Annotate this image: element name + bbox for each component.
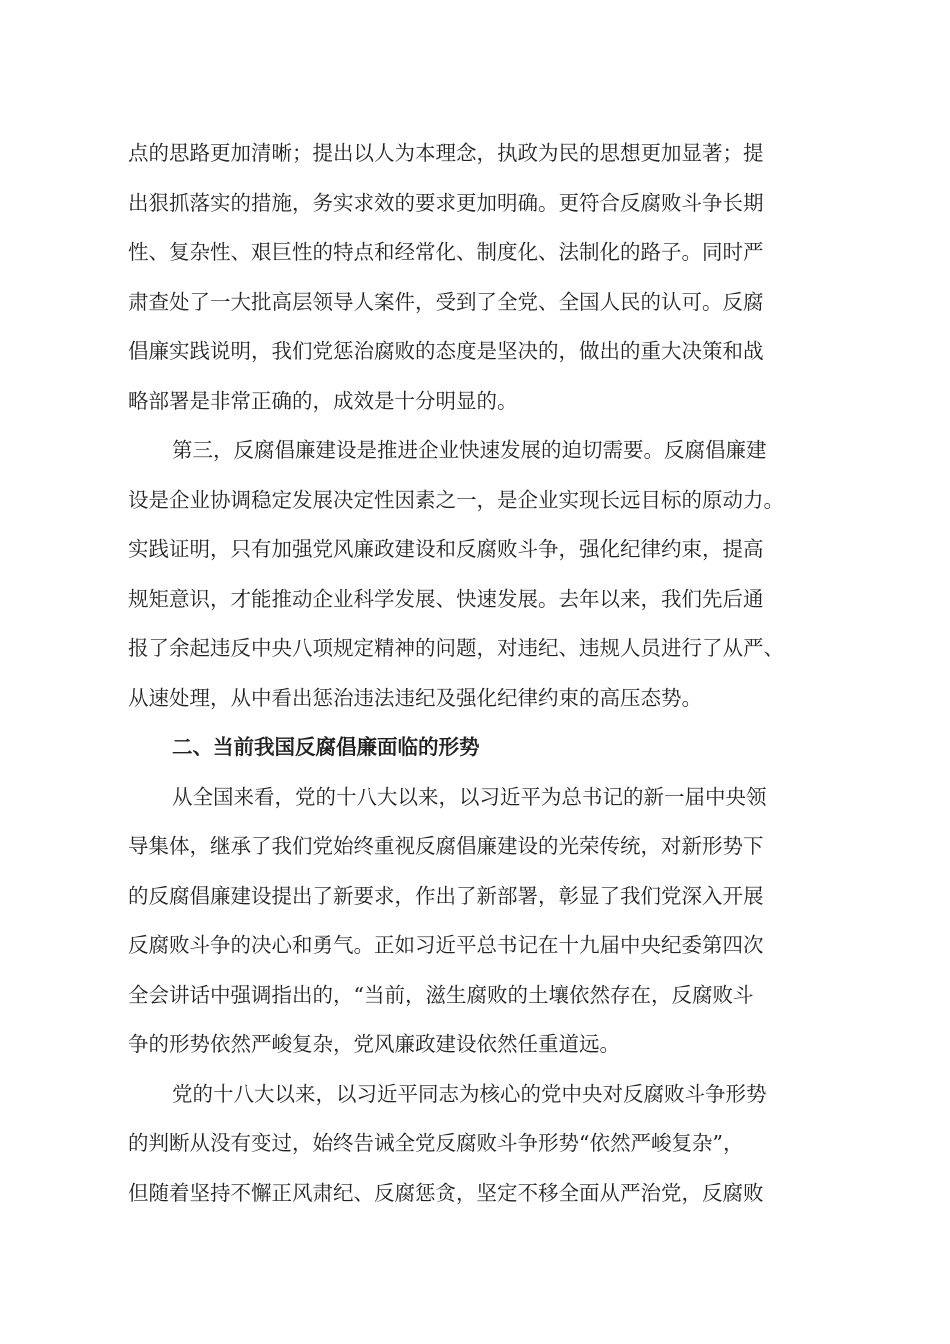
text-line: 的反腐倡廉建设提出了新要求，作出了新部署，彰显了我们党深入开展: [128, 883, 764, 908]
text-line: 报了余起违反中央八项规定精神的问题，对违纪、违规人员进行了从严、: [128, 636, 784, 660]
paragraph-party-judgment: [128, 1070, 828, 1219]
text-line: 从全国来看，党的十八大以来，以习近平为总书记的新一届中央领: [172, 784, 767, 809]
text-line: 倡廉实践说明，我们党惩治腐败的态度是坚决的，做出的重大决策和战: [128, 339, 764, 363]
text-line: 出狠抓落实的措施，务实求效的要求更加明确。更符合反腐败斗争长期: [128, 190, 764, 215]
text-line: 第三，反腐倡廉建设是推进企业快速发展的迫切需要。反腐倡廉建: [172, 438, 767, 462]
text-line: 反腐败斗争的决心和勇气。正如习近平总书记在十九届中央纪委第四次: [128, 933, 764, 957]
text-line: 导集体，继承了我们党始终重视反腐倡廉建设的光荣传统，对新形势下: [128, 834, 764, 858]
text-line: 设是企业协调稳定发展决定性因素之一，是企业实现长远目标的原动力。: [128, 487, 784, 512]
text-line: 点的思路更加清晰；提出以人为本理念，执政为民的思想更加显著；提: [128, 141, 764, 165]
text-line: 性、复杂性、艰巨性的特点和经常化、制度化、法制化的路子。同时严: [128, 240, 764, 264]
text-line: 全会讲话中强调指出的，“当前，滋生腐败的土壤依然存在，反腐败斗: [128, 982, 754, 1007]
text-line: 的判断从没有变过，始终告诫全党反腐败斗争形势“依然严峻复杂”，: [128, 1131, 744, 1155]
section-heading: [128, 723, 828, 773]
text-line: 肃查处了一大批高层领导人案件，受到了全党、全国人民的认可。反腐: [128, 289, 764, 314]
text-line: 但随着坚持不懈正风肃纪、反腐惩贪，坚定不移全面从严治党，反腐败: [128, 1180, 764, 1205]
heading-text: 二、当前我国反腐倡廉面临的形势: [172, 735, 480, 759]
text-line: 规矩意识，才能推动企业科学发展、快速发展。去年以来，我们先后通: [128, 586, 764, 611]
paragraph-national-situation: [128, 773, 828, 1070]
text-line: 党的十八大以来，以习近平同志为核心的党中央对反腐败斗争形势: [172, 1081, 767, 1106]
text-line: 从速处理，从中看出惩治违法违纪及强化纪律约束的高压态势。: [128, 685, 702, 710]
paragraph-continuation: [128, 129, 828, 426]
paragraph-third-point: [128, 426, 828, 723]
text-line: 实践证明，只有加强党风廉政建设和反腐败斗争，强化纪律约束，提高: [128, 537, 764, 561]
document-body: [128, 129, 828, 1218]
text-line: 略部署是非常正确的，成效是十分明显的。: [128, 388, 518, 413]
text-line: 争的形势依然严峻复杂，党风廉政建设依然任重道远。: [128, 1032, 620, 1056]
